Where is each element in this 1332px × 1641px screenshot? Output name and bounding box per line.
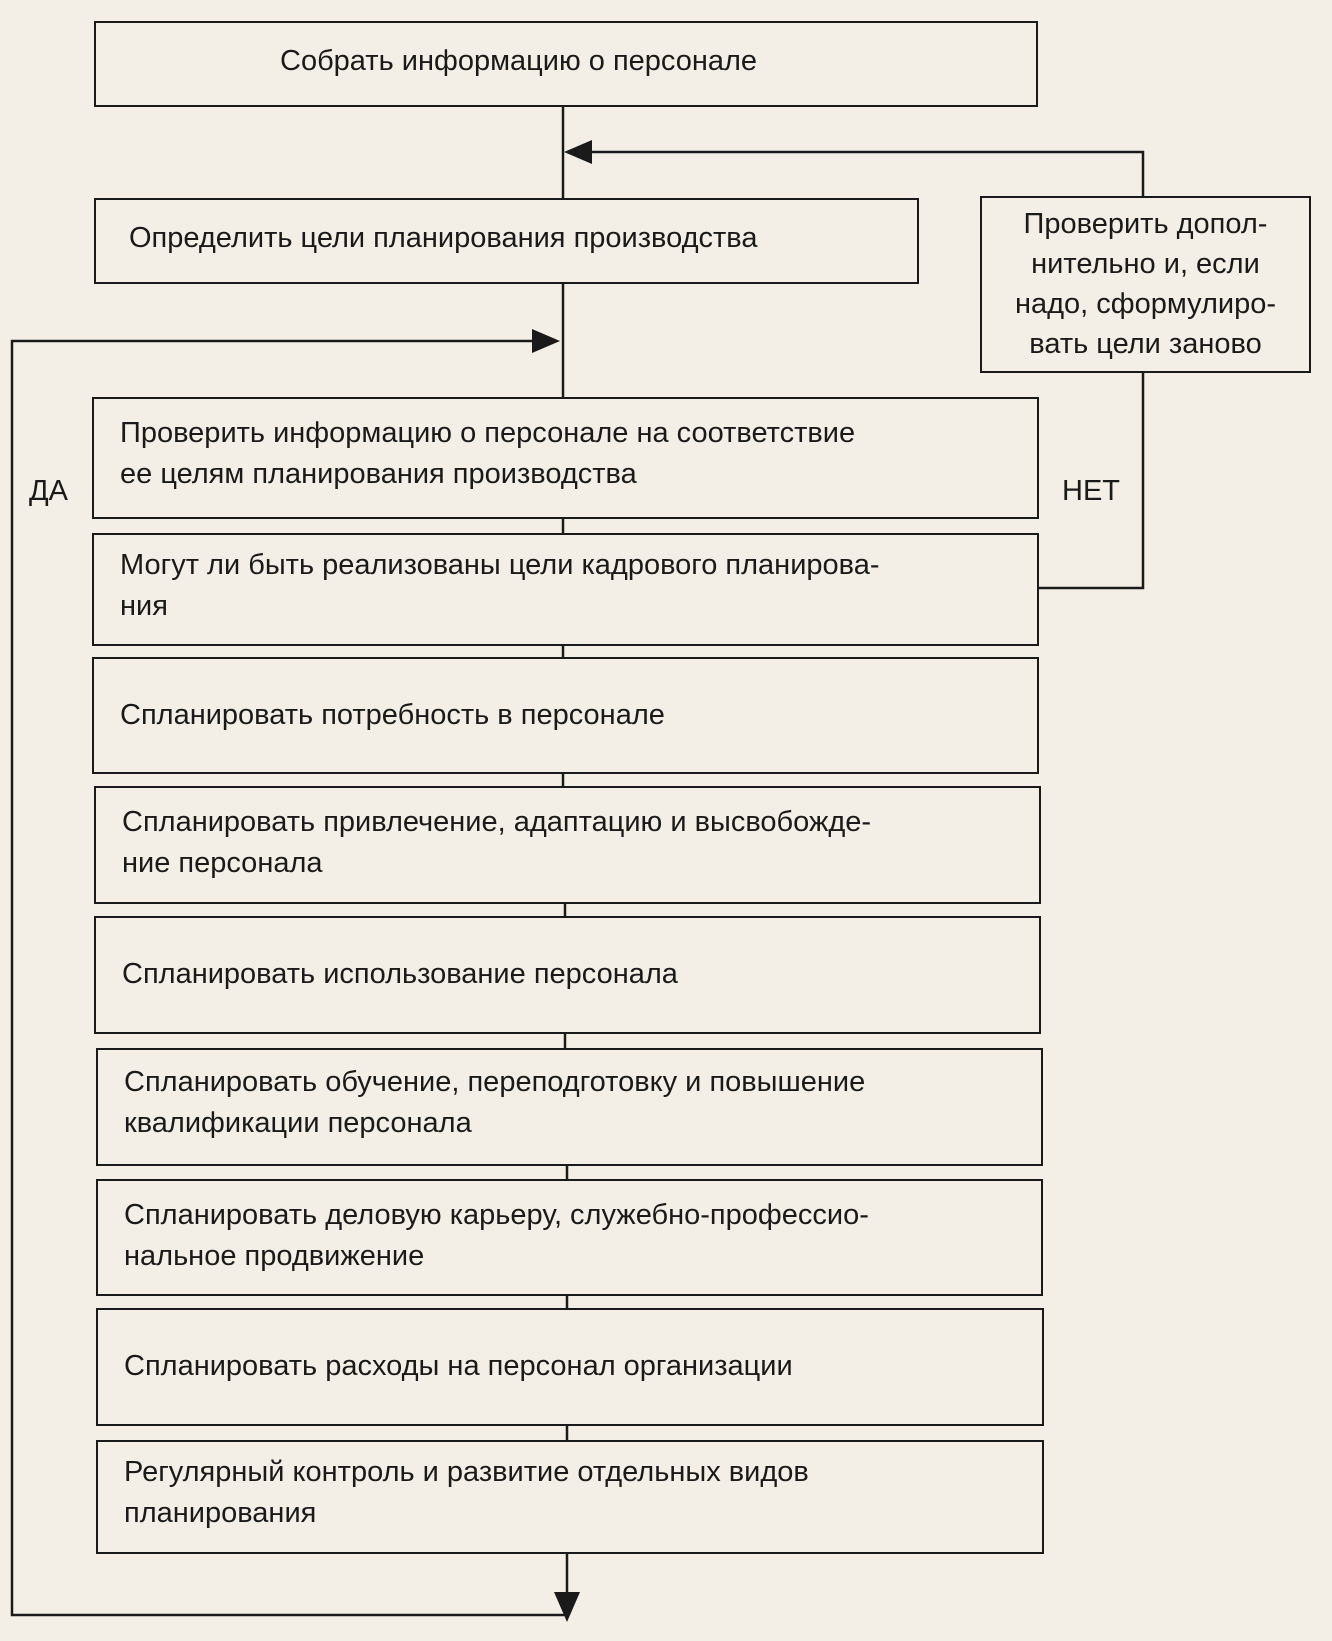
step-plan-career-line-1: Спланировать деловую карьеру, служебно-профессио- (124, 1199, 869, 1231)
step-can-realize-line-2: ния (120, 590, 168, 622)
step-define-goals (94, 198, 919, 284)
step-collect-info (94, 21, 1038, 107)
step-plan-need (92, 657, 1039, 774)
step-check-info (92, 397, 1039, 519)
step-plan-attract (94, 786, 1041, 904)
step-plan-training-line-1: Спланировать обучение, переподготовку и повышение (124, 1066, 866, 1098)
step-plan-attract-line-1: Спланировать привлечение, адаптацию и высвобожде- (122, 806, 872, 838)
step-plan-need-text: Спланировать потребность в персонале (120, 699, 665, 731)
branch-no-label: НЕТ (1062, 475, 1120, 507)
arrow-into-trunk-top (564, 140, 592, 164)
step-plan-costs-text: Спланировать расходы на персонал организации (124, 1350, 793, 1382)
step-can-realize (92, 533, 1039, 646)
step-plan-career-line-2: нальное продвижение (124, 1240, 425, 1272)
step-plan-costs (96, 1308, 1044, 1426)
step-plan-use-text: Спланировать использование персонала (122, 958, 678, 990)
step-define-goals-text: Определить цели планирования производства (129, 222, 758, 254)
step-control (96, 1440, 1044, 1554)
step-check-info-line-1: Проверить информацию о персонале на соответствие (120, 417, 856, 449)
step-recheck-goals-line-2: нительно и, если (1031, 248, 1260, 280)
step-control-line-1: Регулярный контроль и развитие отдельных видов (124, 1456, 809, 1488)
step-plan-training (96, 1048, 1043, 1166)
no-return-line (590, 152, 1143, 197)
step-recheck-goals-line-1: Проверить допол- (1023, 208, 1268, 240)
step-collect-info-text: Собрать информацию о персонале (280, 45, 758, 77)
branch-yes-label: ДА (29, 475, 68, 507)
step-check-info-line-2: ее целям планирования производства (120, 458, 637, 490)
step-plan-use (94, 916, 1041, 1034)
arrow-bottom (554, 1592, 580, 1622)
step-recheck-goals-line-4: вать цели заново (1029, 328, 1262, 360)
step-plan-training-line-2: квалификации персонала (124, 1107, 472, 1139)
step-control-line-2: планирования (124, 1497, 317, 1529)
step-plan-attract-line-2: ние персонала (122, 847, 323, 879)
arrow-into-trunk-yes (532, 329, 560, 353)
step-recheck-goals-line-3: надо, сформулиро- (1014, 288, 1277, 320)
step-plan-career (96, 1179, 1043, 1296)
step-recheck-goals (980, 196, 1311, 373)
step-can-realize-line-1: Могут ли быть реализованы цели кадрового планирова- (120, 549, 880, 581)
